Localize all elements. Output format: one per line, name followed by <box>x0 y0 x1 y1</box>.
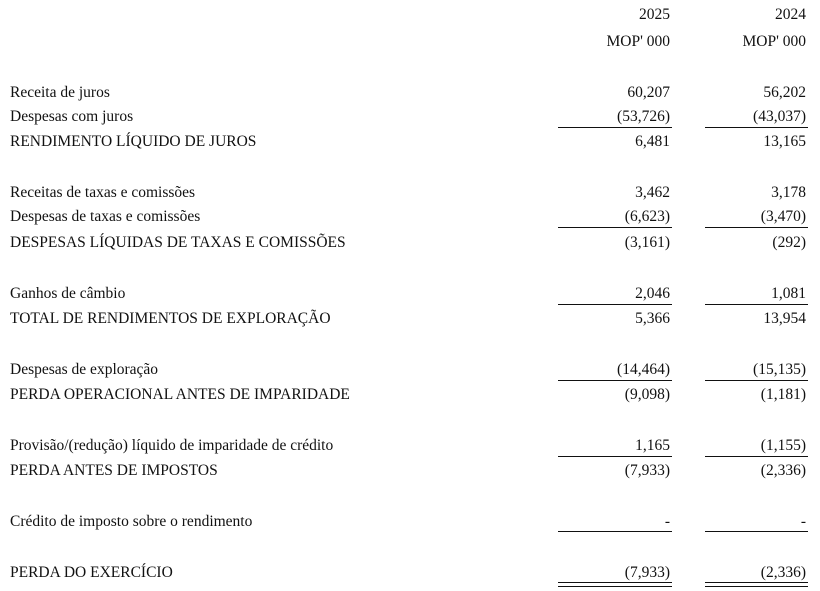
value-2025: (53,726) <box>617 108 670 125</box>
value-2025: (9,098) <box>624 386 670 403</box>
unit-2025-header: MOP' 000 <box>606 33 670 50</box>
value-2025: - <box>664 513 670 530</box>
subtotal-line <box>705 531 808 532</box>
subtotal-line <box>558 304 672 305</box>
value-2024: 3,178 <box>771 184 806 201</box>
value-2024: (2,336) <box>760 564 806 581</box>
subtotal-line <box>705 304 808 305</box>
value-2025: 6,481 <box>635 133 670 150</box>
subtotal-line <box>558 531 672 532</box>
value-2025: (3,161) <box>624 234 670 251</box>
value-2024: (292) <box>772 234 806 251</box>
row-label: Despesas com juros <box>10 108 134 125</box>
subtotal-line <box>705 127 808 128</box>
value-2025: (7,933) <box>624 462 670 479</box>
value-2024: (3,470) <box>760 208 806 225</box>
value-2024: 13,954 <box>763 310 806 327</box>
value-2024: (43,037) <box>753 108 806 125</box>
value-2024: 1,081 <box>771 285 806 302</box>
value-2024: (1,155) <box>760 437 806 454</box>
unit-2024-header: MOP' 000 <box>742 33 806 50</box>
value-2025: (7,933) <box>624 564 670 581</box>
subtotal-line <box>705 456 808 457</box>
row-label: PERDA ANTES DE IMPOSTOS <box>10 462 218 479</box>
value-2025: 5,366 <box>635 310 670 327</box>
row-label: PERDA OPERACIONAL ANTES DE IMPARIDADE <box>10 386 350 403</box>
subtotal-line <box>705 227 808 228</box>
value-2024: - <box>800 513 806 530</box>
row-label: Receitas de taxas e comissões <box>10 184 196 201</box>
row-label: Ganhos de câmbio <box>10 285 126 302</box>
value-2024: (15,135) <box>753 361 806 378</box>
year-2024-header: 2024 <box>775 6 806 23</box>
total-double-line <box>705 582 808 587</box>
subtotal-line <box>558 456 672 457</box>
row-label: Provisão/(redução) líquido de imparidade de crédito <box>10 437 334 454</box>
value-2025: (6,623) <box>624 208 670 225</box>
row-label: Receita de juros <box>10 84 110 101</box>
subtotal-line <box>558 227 672 228</box>
year-2025-header: 2025 <box>639 6 670 23</box>
total-double-line <box>558 582 672 587</box>
value-2025: 2,046 <box>635 285 670 302</box>
row-label: RENDIMENTO LÍQUIDO DE JUROS <box>10 133 257 150</box>
value-2024: 13,165 <box>763 133 806 150</box>
value-2024: (1,181) <box>760 386 806 403</box>
row-label: PERDA DO EXERCÍCIO <box>10 564 173 581</box>
value-2025: 3,462 <box>635 184 670 201</box>
subtotal-line <box>558 127 672 128</box>
row-label: Despesas de exploração <box>10 361 159 378</box>
value-2024: 56,202 <box>763 84 806 101</box>
row-label: Crédito de imposto sobre o rendimento <box>10 513 253 530</box>
subtotal-line <box>558 380 672 381</box>
row-label: Despesas de taxas e comissões <box>10 208 201 225</box>
value-2025: 1,165 <box>635 437 670 454</box>
value-2024: (2,336) <box>760 462 806 479</box>
row-label: TOTAL DE RENDIMENTOS DE EXPLORAÇÃO <box>10 310 331 327</box>
value-2025: 60,207 <box>627 84 670 101</box>
row-label: DESPESAS LÍQUIDAS DE TAXAS E COMISSÕES <box>10 234 346 251</box>
value-2025: (14,464) <box>617 361 670 378</box>
subtotal-line <box>705 380 808 381</box>
